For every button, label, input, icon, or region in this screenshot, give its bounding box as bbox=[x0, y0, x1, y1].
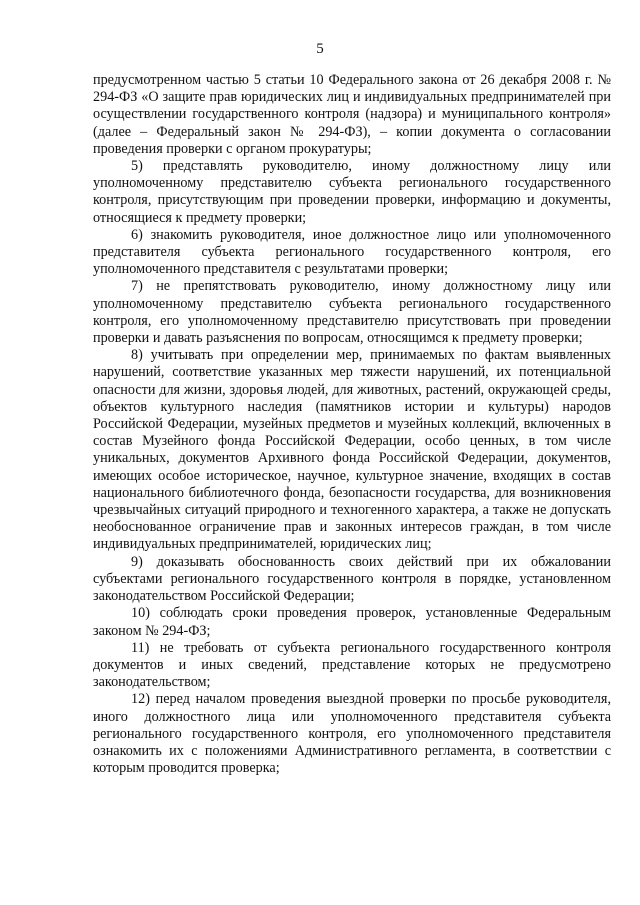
paragraph-item-9: 9) доказывать обоснованность своих действий при их обжаловании субъектами регионального государственного контроля в порядке, установленном законодательством Российской Федерации; bbox=[93, 553, 611, 605]
paragraph-item-8: 8) учитывать при определении мер, принимаемых по фактам выявленных нарушений, соответствие указанных мер тяжести нарушений, их потенциальной опасности для жизни, здоровья людей, для животных, растений, окружающей среды, объектов культурного наследия (памятников истории и культуры) народов Российской Федерации, музейных предметов и музейных коллекций, включенных в состав Музейного фонда Российской Федерации, особо ценных, в том числе уникальных, документов Архивного фонда Российской Федерации, документов, имеющих особое историческое, научное, культурное значение, входящих в состав национального библиотечного фонда, безопасности государства, для возникновения чрезвычайных ситуаций природного и техногенного характера, а также не допускать необоснованное ограничение прав и законных интересов граждан, в том числе индивидуальных предпринимателей, юридических лиц; bbox=[93, 347, 611, 553]
document-body bbox=[93, 72, 611, 777]
paragraph-item-10: 10) соблюдать сроки проведения проверок, установленные Федеральным законом № 294-ФЗ; bbox=[93, 605, 611, 639]
paragraph-item-11: 11) не требовать от субъекта регионального государственного контроля документов и иных сведений, представление которых не предусмотрено законодательством; bbox=[93, 639, 611, 691]
paragraph-item-6: 6) знакомить руководителя, иное должностное лицо или уполномоченного представителя субъекта регионального государственного контроля, его уполномоченного представителя с результатами проверки; bbox=[93, 226, 611, 278]
paragraph-item-12: 12) перед началом проведения выездной проверки по просьбе руководителя, иного должностного лица или уполномоченного представителя субъекта регионального государственного контроля, его уполномоченного представителя ознакомить их с положениями Административного регламента, в соответствии с которым проводится проверка; bbox=[93, 691, 611, 777]
paragraph-item-5: 5) представлять руководителю, иному должностному лицу или уполномоченному представителю субъекта регионального государственного контроля, присутствующим при проведении проверки, информацию и документы, относящиеся к предмету проверки; bbox=[93, 158, 611, 226]
paragraph-continuation: предусмотренном частью 5 статьи 10 Федерального закона от 26 декабря 2008 г. № 294-ФЗ «О защите прав юридических лиц и индивидуальных предпринимателей при осуществлении государственного контроля (надзора) и муниципального контроля» (далее – Федеральный закон № 294-ФЗ), – копии документа о согласовании проведения проверки с органом прокуратуры; bbox=[93, 72, 611, 157]
page-number: 5 bbox=[316, 41, 324, 57]
paragraph-item-7: 7) не препятствовать руководителю, иному должностному лицу или уполномоченному представителю субъекта регионального государственного контроля, его уполномоченному представителю присутствовать при проведении проверки и давать разъяснения по вопросам, относящимся к предмету проверки; bbox=[93, 278, 611, 347]
